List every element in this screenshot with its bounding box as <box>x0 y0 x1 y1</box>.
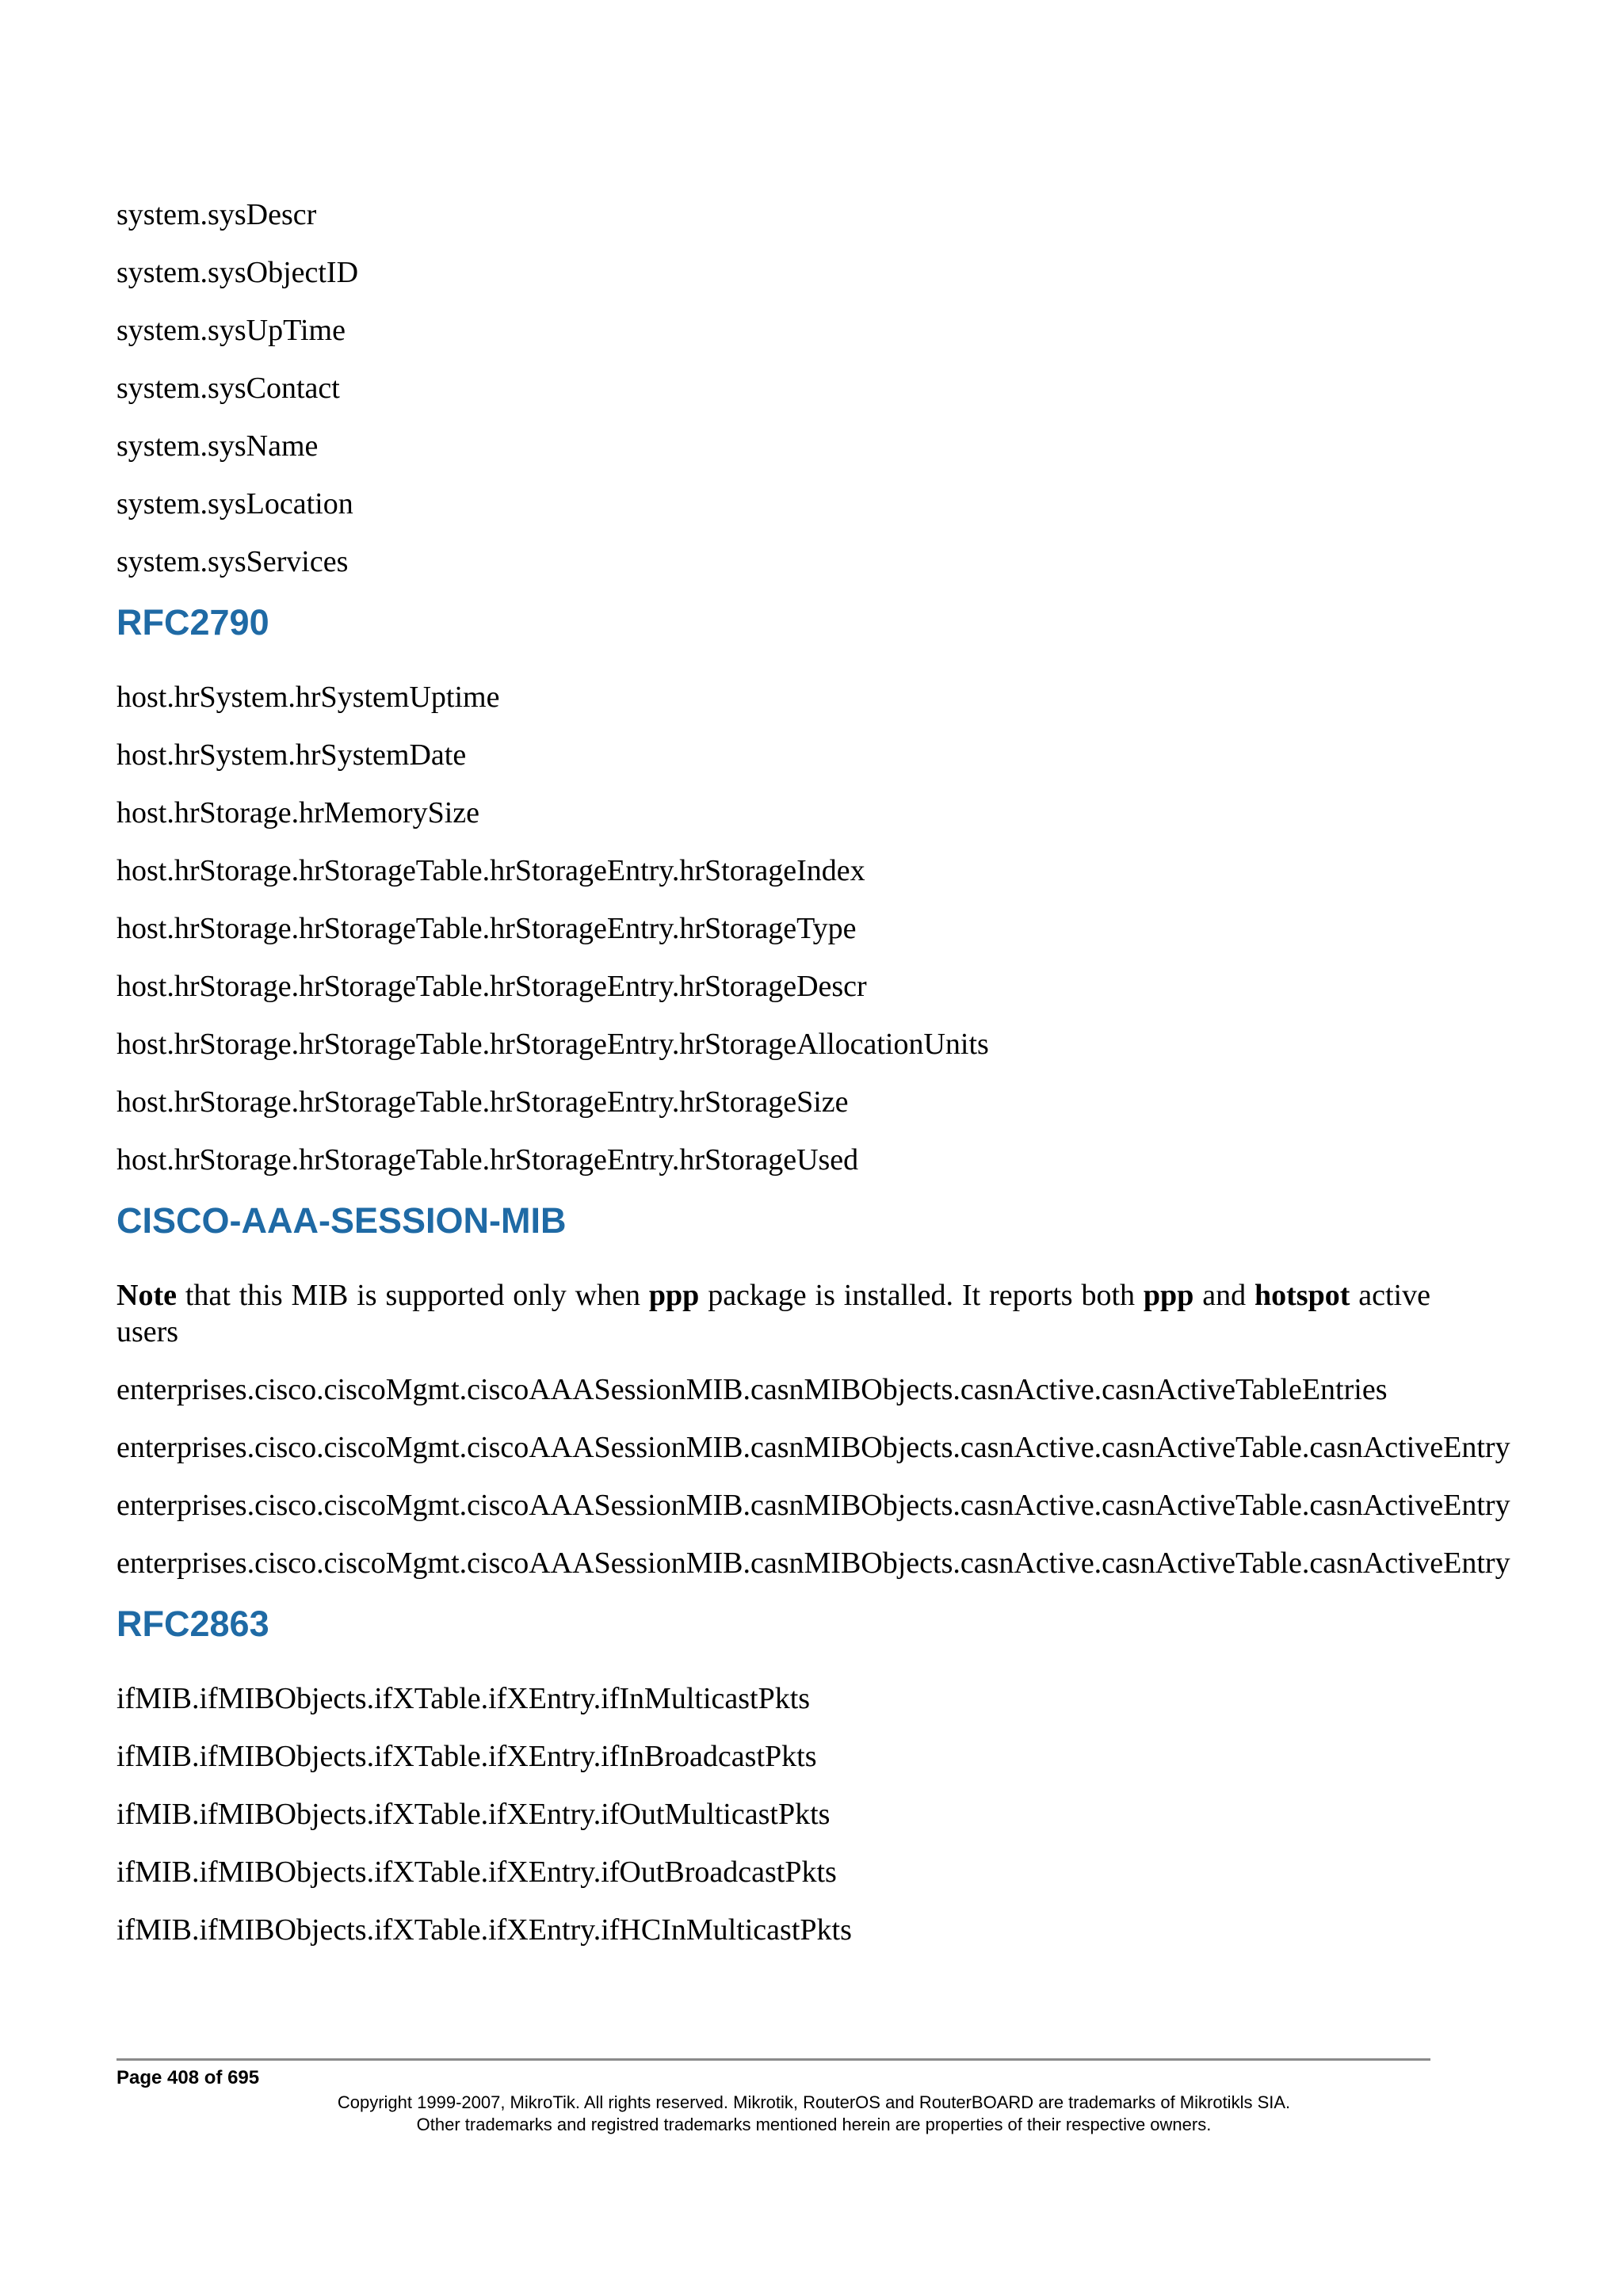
note-bold-label: Note <box>116 1279 177 1312</box>
section-heading-rfc2863: RFC2863 <box>116 1604 269 1644</box>
oid-item: ifMIB.ifMIBObjects.ifXTable.ifXEntry.ifInBroadcastPkts <box>116 1740 817 1773</box>
section-heading-rfc2790: RFC2790 <box>116 602 269 643</box>
cisco-note-paragraph <box>116 1277 1430 1350</box>
copyright-line: Other trademarks and registred trademarks mentioned herein are properties of their respective owners. <box>416 2115 1212 2134</box>
note-bold-ppp: ppp <box>648 1279 700 1312</box>
note-bold-ppp: ppp <box>1143 1279 1194 1312</box>
cisco-oid-list <box>116 1371 1623 1581</box>
footer-divider <box>116 2058 1430 2061</box>
page-number: Page 408 of 695 <box>116 2067 260 2088</box>
oid-item: system.sysObjectID <box>116 256 359 289</box>
oid-item: host.hrStorage.hrStorageTable.hrStorageEntry.hrStorageDescr <box>116 970 867 1003</box>
note-text: active users <box>116 1279 1430 1348</box>
oid-item: system.sysContact <box>116 372 340 405</box>
copyright-line: Copyright 1999-2007, MikroTik. All rights reserved. Mikrotik, RouterOS and RouterBOARD are trademarks of Mikrotikls SIA. <box>337 2092 1291 2112</box>
oid-item: enterprises.cisco.ciscoMgmt.ciscoAAASessionMIB.casnMIBObjects.casnActive.casnActiveTable.casnActiveEntry <box>116 1431 1510 1464</box>
oid-item: ifMIB.ifMIBObjects.ifXTable.ifXEntry.ifInMulticastPkts <box>116 1682 811 1715</box>
note-text: and <box>1193 1279 1254 1312</box>
page-content <box>116 196 1623 1970</box>
oid-item: host.hrStorage.hrStorageTable.hrStorageEntry.hrStorageUsed <box>116 1143 859 1177</box>
oid-item: ifMIB.ifMIBObjects.ifXTable.ifXEntry.ifOutMulticastPkts <box>116 1798 831 1831</box>
oid-item: enterprises.cisco.ciscoMgmt.ciscoAAASessionMIB.casnMIBObjects.casnActive.casnActiveTable.casnActiveEntry <box>116 1547 1510 1580</box>
note-text: that this MIB is supported only when <box>176 1279 649 1312</box>
oid-item: host.hrStorage.hrStorageTable.hrStorageEntry.hrStorageIndex <box>116 854 865 887</box>
oid-item: system.sysLocation <box>116 487 353 521</box>
rfc2863-oid-list <box>116 1680 1623 1948</box>
oid-item: host.hrStorage.hrStorageTable.hrStorageEntry.hrStorageSize <box>116 1085 849 1119</box>
oid-item: host.hrStorage.hrMemorySize <box>116 796 480 830</box>
oid-item: enterprises.cisco.ciscoMgmt.ciscoAAASessionMIB.casnMIBObjects.casnActive.casnActiveTable.casnActiveEntry <box>116 1489 1510 1522</box>
oid-item: system.sysDescr <box>116 198 317 231</box>
oid-item: host.hrStorage.hrStorageTable.hrStorageEntry.hrStorageType <box>116 912 857 945</box>
oid-item: host.hrStorage.hrStorageTable.hrStorageEntry.hrStorageAllocationUnits <box>116 1028 989 1061</box>
note-text: package is installed. It reports both <box>699 1279 1144 1312</box>
oid-item: system.sysName <box>116 429 319 463</box>
oid-item: host.hrSystem.hrSystemDate <box>116 738 467 772</box>
rfc2790-oid-list <box>116 679 1623 1178</box>
oid-item: ifMIB.ifMIBObjects.ifXTable.ifXEntry.ifHCInMulticastPkts <box>116 1913 852 1947</box>
oid-item: system.sysServices <box>116 545 349 578</box>
oid-item: enterprises.cisco.ciscoMgmt.ciscoAAASessionMIB.casnMIBObjects.casnActive.casnActiveTableEntries <box>116 1373 1388 1406</box>
oid-item: ifMIB.ifMIBObjects.ifXTable.ifXEntry.ifOutBroadcastPkts <box>116 1855 837 1889</box>
system-oid-list <box>116 196 1623 580</box>
copyright-notice <box>116 2092 1511 2136</box>
oid-item: system.sysUpTime <box>116 314 346 347</box>
section-heading-cisco-aaa-session-mib: CISCO-AAA-SESSION-MIB <box>116 1200 567 1241</box>
note-bold-hotspot: hotspot <box>1254 1279 1350 1312</box>
oid-item: host.hrSystem.hrSystemUptime <box>116 681 500 714</box>
